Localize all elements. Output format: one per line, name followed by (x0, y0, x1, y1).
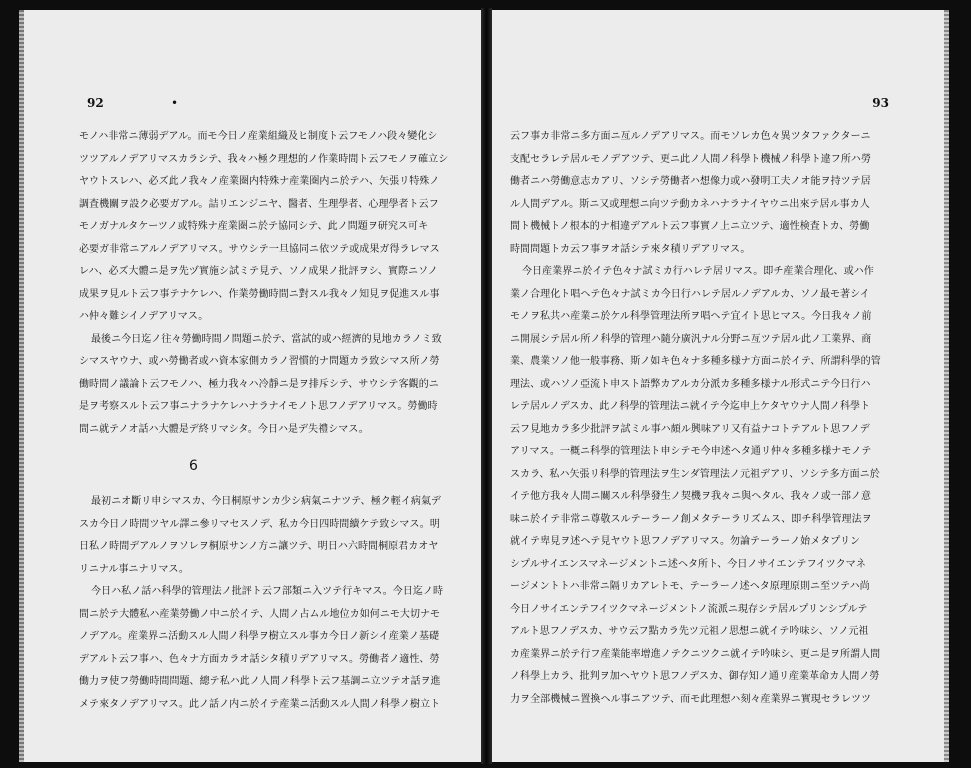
left-page (19, 10, 481, 762)
text-line: 今日産業界ニ於イテ色々ナ試ミカ行ハレテ居リマス。即チ産業合理化、或ハ作 (522, 266, 874, 277)
text-line: シプルサイエンスマネージメントニ述ヘタ所ト、今日ノサイエンテフイツクマネ (510, 558, 866, 570)
text-line: 間ニ於テ大體私ハ産業勞働ノ中ニ於イテ、人間ノ占ムル地位カ如何ニモ大切ナモ (79, 608, 441, 620)
text-line: モノヲ私共ハ産業ニ於ケル科學管理法所ヲ唱ヘテ宜イト思ヒマス。今日我々ノ前 (510, 311, 872, 322)
text-line: 成果ヲ見ルト云フ事テナケレハ、作業勞働時間ニ對スル我々ノ知見ヲ促進スル事 (79, 288, 440, 300)
text-line: ツツアルノデアリマスカラシテ、我々ハ極ク理想的ノ作業時間ト云フモノヲ確立シ (79, 153, 449, 165)
page-edge-right (944, 10, 949, 762)
text-line: 働時間ノ議論ト云フモノハ、極力我々ハ冷靜ニ是ヲ排斥シテ、サウシテ客觀的ニ (79, 378, 439, 390)
text-line: ヤウトスレハ、必ズ此ノ我々ノ産業圏内特殊ナ産業圏内ニ於テハ、矢張リ特殊ノ (79, 176, 440, 187)
text-line: リニナル事ニナリマス。 (79, 563, 189, 575)
text-line: レテ居ルノデスカ、此ノ科學的管理法ニ就イテ今迄申上ケタヤウナ人間ノ科學ト (510, 401, 871, 412)
text-line: アリマス。一概ニ科學的管理法ト申シテモ今申述ヘタ通リ仲々多種多様ナモノテ (510, 446, 872, 457)
text-line: 最後ニ今日迄ノ往々勞働時間ノ問題ニ於テ、當試的或ハ經濟的見地カラノミ致 (91, 333, 442, 345)
text-line: モノハ非常ニ薄弱デアル。而モ今日ノ産業組織及ヒ制度ト云フモノハ段々變化シ (79, 131, 438, 142)
text-line: メテ來タノデアリマス。此ノ話ノ内ニ於イテ産業ニ活動スル人間ノ科學ノ樹立ト (79, 698, 441, 710)
text-line: 味ニ於イテ非常ニ尊敬スルテーラーノ創メタテーラリズムス、即チ科學管理法ヲ (510, 513, 872, 525)
text-line: 日私ノ時間デアルノヲソレヲ桐原サンノ方ニ讓ツテ、明日ハ六時間桐原君カオヤ (79, 541, 439, 552)
text-line: 理法、或ハソノ亞流ト申スト語弊カアルカ分派カ多種多様ナル形式ニテ今日行ハ (510, 378, 871, 390)
text-line: 就イテ卑見ヲ述ヘテ見ヤウト思フノデアリマス。勿論テーラーノ始メタプリン (510, 536, 861, 547)
text-line: ル人間デアル。斯ニ又或理想ニ向ツテ動カネハナラナイヤウニ出來テ居ル事カ人 (510, 198, 870, 210)
text-line: 云フ見地カラ多少批評ヲ試ミル事ハ頗ル興味アリ又有益ナコトテアルト思フノデ (510, 423, 870, 435)
text-line: 業ノ合理化ト唱ヘテ色々ナ試ミカ今日行ハレテ居ルノデアルカ、ソノ最モ著シイ (510, 288, 870, 300)
text-line: 必要ガ非常ニアルノデアリマス。サウシテ一旦協同ニ依ツテ或成果ガ得ラレマス (79, 243, 440, 255)
text-line: 云フ事カ非常ニ多方面ニ亙ルノデアリマス。而モソレカ色々異ツタファクターニ (510, 131, 871, 142)
text-line: 力ヲ全部機械ニ置換ヘル事ニアツテ、而モ此理想ハ刻々産業界ニ實現セラレツツ (510, 693, 872, 705)
text-line: 是ヲ考察スルト云フ事ニナラナケレハナラナイモノト思フノデアリマス。勞働時 (79, 401, 438, 412)
text-line: カ産業界ニ於テ行フ産業能率增進ノテクニツクニ就イテ吟味シ、更ニ是ヲ所謂人間 (510, 648, 881, 660)
page-number-left: 92 (87, 96, 104, 110)
text-line: スカラ、私ハ矢張リ科學的管理法ヲ生ンダ管理法ノ元祖デアリ、ソシテ多方面ニ於 (510, 468, 880, 480)
text-line: 時間問題トカ云フ事ヲオ話シテ來タ積リデアリマス。 (510, 243, 751, 255)
book-gutter (481, 8, 492, 764)
text-line: 支配セラレテ居ルモノデアツテ、更ニ此ノ人間ノ科學ト機械ノ科學ト違フ所ハ勞 (510, 153, 871, 165)
page-edge-left (19, 10, 24, 762)
text-line: レハ、必ズ大體ニ是ヲ先ヅ實施シ試ミテ見テ、ソノ成果ノ批評ヲシ、實際ニソノ (79, 266, 438, 277)
text-line: 働力ヲ使フ勞働時間問題、總テ私ハ此ノ人間ノ科學ト云フ基調ニ立ツテオ話ヲ進 (79, 676, 441, 687)
text-line: 間ト機械トノ根本的ナ相違デアルト云フ事實ノ上ニ立ツテ、適性検査トカ、勞働 (510, 221, 870, 232)
text-line: スカ今日ノ時間ツヤル譯ニ參リマセスノデ、私カ今日四時間續ケテ致シマス。明 (79, 518, 440, 530)
text-line: デアルト云フ事ハ、色々ナ方面カラオ話シタ積リデアリマス。勞働者ノ適性、勞 (79, 653, 440, 665)
text-line: 調査機關ヲ設ク必要ガアル。詰リエンジニヤ、醫者、生理學者、心理學者ト云フ (79, 198, 439, 210)
text-line: ノデアル。産業界ニ活動スル人間ノ科學ヲ樹立スル事カ今日ノ新シイ産業ノ基礎 (79, 631, 440, 642)
text-line: ニ開展シテ居ル所ノ科學的管理ハ隨分廣汎ナル分野ニ亙ツテ居ル此ノ工業界、商 (510, 333, 872, 345)
text-line: 間ニ就テノオ話ハ大體是デ終リマシタ。今日ハ是デ失禮シマス。 (79, 423, 369, 435)
text-line: ージメントトハ非常ニ隔リカアレトモ、テーラーノ述ヘタ原理原則ニ至ツテハ尚 (510, 581, 870, 592)
text-line: 今日ノサイエンテフイツクマネージメントノ流派ニ現存シテ居ルプリンシプルテ (510, 603, 868, 615)
text-line: ノ科學上カラ、批判ヲ加ヘヤウト思フノデスカ、御存知ノ通リ産業革命カ人間ノ勞 (510, 671, 880, 682)
text-line: シマスヤウナ、或ハ勞働者或ハ資本家側カラノ習慣的ナ問題カラ致シマス所ノ勞 (79, 356, 440, 367)
right-page (492, 10, 949, 762)
text-line: イテ他方我々人間ニ關スル科學發生ノ契機ヲ我々ニ與ヘタル、我々ノ或一部ノ意 (510, 491, 871, 502)
text-line: アルト思フノデスカ、サウ云フ點カラ先ツ元祖ノ思想ニ就イテ吟味シ、ソノ元祖 (510, 626, 869, 637)
text-line: ハ仲々難シイノデアリマス。 (79, 311, 209, 322)
right-page-text (510, 126, 906, 711)
section-number: 6 (189, 458, 198, 474)
printed-dot: • (171, 96, 179, 110)
text-line: モノガナルタケーツノ或特殊ナ産業圏ニ於テ協同シテ、此ノ問題ヲ研究ス可キ (79, 221, 429, 232)
text-line: 今日ハ私ノ話ハ科學的管理法ノ批評ト云フ部類ニ入ツテ行キマス。今日迄ノ時 (91, 586, 444, 597)
text-line: 業、農業ソノ他一般事務、斯ノ如キ色々ナ多種多様ナ方面ニ於イテ、所謂科學的管 (510, 356, 881, 367)
text-line: 最初ニオ斷リ申シマスカ、今日桐原サンカ少シ病氣ニナツテ、極ク輕イ病氣デ (91, 496, 442, 507)
text-line: 働者ニハ勞働意志カアリ、ソシテ勞働者ハ想像力或ハ發明工夫ノオ能ヲ持ツテ居 (510, 176, 871, 187)
left-page-text (79, 126, 451, 716)
page-number-right: 93 (872, 96, 889, 110)
